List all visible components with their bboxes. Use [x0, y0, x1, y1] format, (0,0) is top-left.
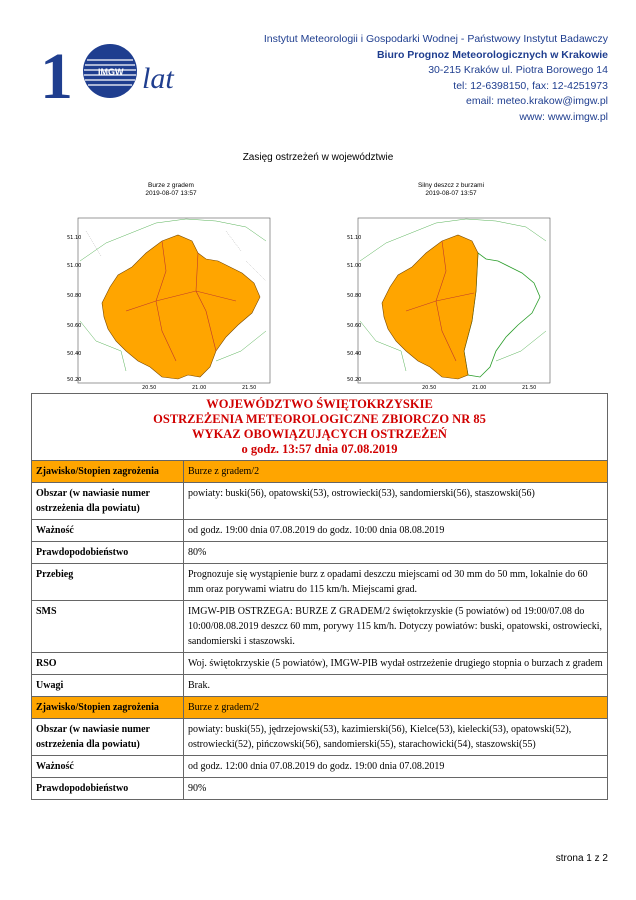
- row-value: Burze z gradem/2: [184, 697, 608, 719]
- map-image: [346, 201, 556, 389]
- row-label: Obszar (w nawiasie numer ostrzeżenia dla powiatu): [32, 719, 184, 756]
- institute-header: [264, 32, 608, 125]
- row-label: SMS: [32, 601, 184, 653]
- row-label: RSO: [32, 653, 184, 675]
- y-tick: 51.10: [67, 235, 82, 241]
- y-tick: 50.20: [347, 377, 362, 383]
- institute-name: Instytut Meteorologii i Gospodarki Wodnej - Państwowy Instytut Badawczy: [263, 33, 608, 45]
- svg-text:1: 1: [40, 40, 73, 108]
- table-row: [32, 483, 608, 520]
- row-label: Zjawisko/Stopien zagrożenia: [32, 461, 184, 483]
- map-hail-storms: [66, 182, 276, 389]
- row-value: Prognozuje się wystąpienie burz z opadami deszczu miejscami od 30 mm do 50 mm, lokalnie do 60 mm oraz porywami wiatru do 115 km/h. Miejscami grad.: [184, 564, 608, 601]
- title-timestamp: o godz. 13:57 dnia 07.08.2019: [241, 442, 398, 456]
- table-row: [32, 778, 608, 800]
- y-tick: 51.00: [347, 263, 362, 269]
- table-row: [32, 697, 608, 719]
- email: email: meteo.krakow@imgw.pl: [466, 95, 608, 107]
- row-value: od godz. 19:00 dnia 07.08.2019 do godz. 10:00 dnia 08.08.2019: [184, 520, 608, 542]
- table-row: [32, 601, 608, 653]
- table-title-row: [32, 394, 608, 461]
- x-tick: 20.50: [142, 385, 157, 389]
- maps-title: Zasięg ostrzeżeń w województwie: [242, 152, 394, 163]
- y-tick: 50.20: [67, 377, 82, 383]
- phone-fax: tel: 12-6398150, fax: 12-4251973: [453, 79, 608, 92]
- row-label: Ważność: [32, 756, 184, 778]
- y-tick: 50.40: [67, 351, 82, 357]
- row-label: Przebieg: [32, 564, 184, 601]
- svg-text:IMGW: IMGW: [98, 67, 124, 77]
- y-tick: 50.80: [67, 293, 82, 299]
- x-tick: 21.50: [522, 385, 537, 389]
- y-tick: 51.00: [67, 263, 82, 269]
- row-label: Zjawisko/Stopien zagrożenia: [32, 697, 184, 719]
- x-tick: 21.50: [242, 385, 257, 389]
- row-label: Ważność: [32, 520, 184, 542]
- y-tick: 50.80: [347, 293, 362, 299]
- row-label: Obszar (w nawiasie numer ostrzeżenia dla powiatu): [32, 483, 184, 520]
- table-row: [32, 675, 608, 697]
- svg-text:lat: lat: [142, 62, 174, 95]
- title-list: WYKAZ OBOWIĄZUJĄCYCH OSTRZEŻEŃ: [192, 427, 447, 441]
- table-row: [32, 653, 608, 675]
- table-row: [32, 520, 608, 542]
- y-tick: 50.60: [347, 323, 362, 329]
- row-label: Prawdopodobieństwo: [32, 542, 184, 564]
- imgw-100-years-logo: [40, 38, 200, 108]
- row-value: Woj. świętokrzyskie (5 powiatów), IMGW-PIB wydał ostrzeżenie drugiego stopnia o burzach z gradem: [184, 653, 608, 675]
- row-value: od godz. 12:00 dnia 07.08.2019 do godz. 19:00 dnia 07.08.2019: [184, 756, 608, 778]
- table-row: [32, 461, 608, 483]
- row-value: Brak.: [184, 675, 608, 697]
- warnings-table: [31, 393, 608, 800]
- row-value: 90%: [184, 778, 608, 800]
- y-tick: 50.40: [347, 351, 362, 357]
- y-tick: 51.10: [347, 235, 362, 241]
- table-row: [32, 719, 608, 756]
- table-row: [32, 564, 608, 601]
- title-warnings-number: OSTRZEŻENIA METEOROLOGICZNE ZBIORCZO NR 85: [153, 412, 486, 426]
- table-row: [32, 756, 608, 778]
- map-date: 2019-08-07 13:57: [425, 190, 477, 197]
- x-tick: 21.00: [192, 385, 207, 389]
- map-title: Silny deszcz z burzami: [417, 182, 485, 189]
- table-row: [32, 542, 608, 564]
- row-value: powiaty: buski(55), jędrzejowski(53), kazimierski(56), Kielce(53), kielecki(53), opatowski(52), ostrowiecki(52), pińczowski(56), sandomierski(55), starachowicki(54), staszowski(55): [184, 719, 608, 756]
- x-tick: 21.00: [472, 385, 487, 389]
- row-value: Burze z gradem/2: [184, 461, 608, 483]
- map-heavy-rain-storms: [346, 182, 556, 389]
- row-value: powiaty: buski(56), opatowski(53), ostrowiecki(53), sandomierski(56), staszowski(56): [184, 483, 608, 520]
- y-tick: 50.60: [67, 323, 82, 329]
- map-title: Burze z gradem: [148, 182, 194, 189]
- office-name: Biuro Prognoz Meteorologicznych w Krakowie: [376, 48, 608, 61]
- map-image: [66, 201, 276, 389]
- row-value: IMGW-PIB OSTRZEGA: BURZE Z GRADEM/2 świętokrzyskie (5 powiatów) od 19:00/07.08 do 10:00/08.08.2019 deszcz 60 mm, porywy 115 km/h. Dotyczy powiatów: buski, opatowski, ostrowiecki, sandomierski i staszowski.: [184, 601, 608, 653]
- address: 30-215 Kraków ul. Piotra Borowego 14: [428, 64, 608, 76]
- table-title: [32, 394, 608, 461]
- title-voivodeship: WOJEWÓDZTWO ŚWIĘTOKRZYSKIE: [206, 397, 433, 411]
- x-tick: 20.50: [422, 385, 437, 389]
- row-value: 80%: [184, 542, 608, 564]
- row-label: Prawdopodobieństwo: [32, 778, 184, 800]
- map-date: 2019-08-07 13:57: [145, 190, 197, 197]
- website: www: www.imgw.pl: [519, 110, 608, 123]
- page-number: strona 1 z 2: [555, 853, 608, 864]
- row-label: Uwagi: [32, 675, 184, 697]
